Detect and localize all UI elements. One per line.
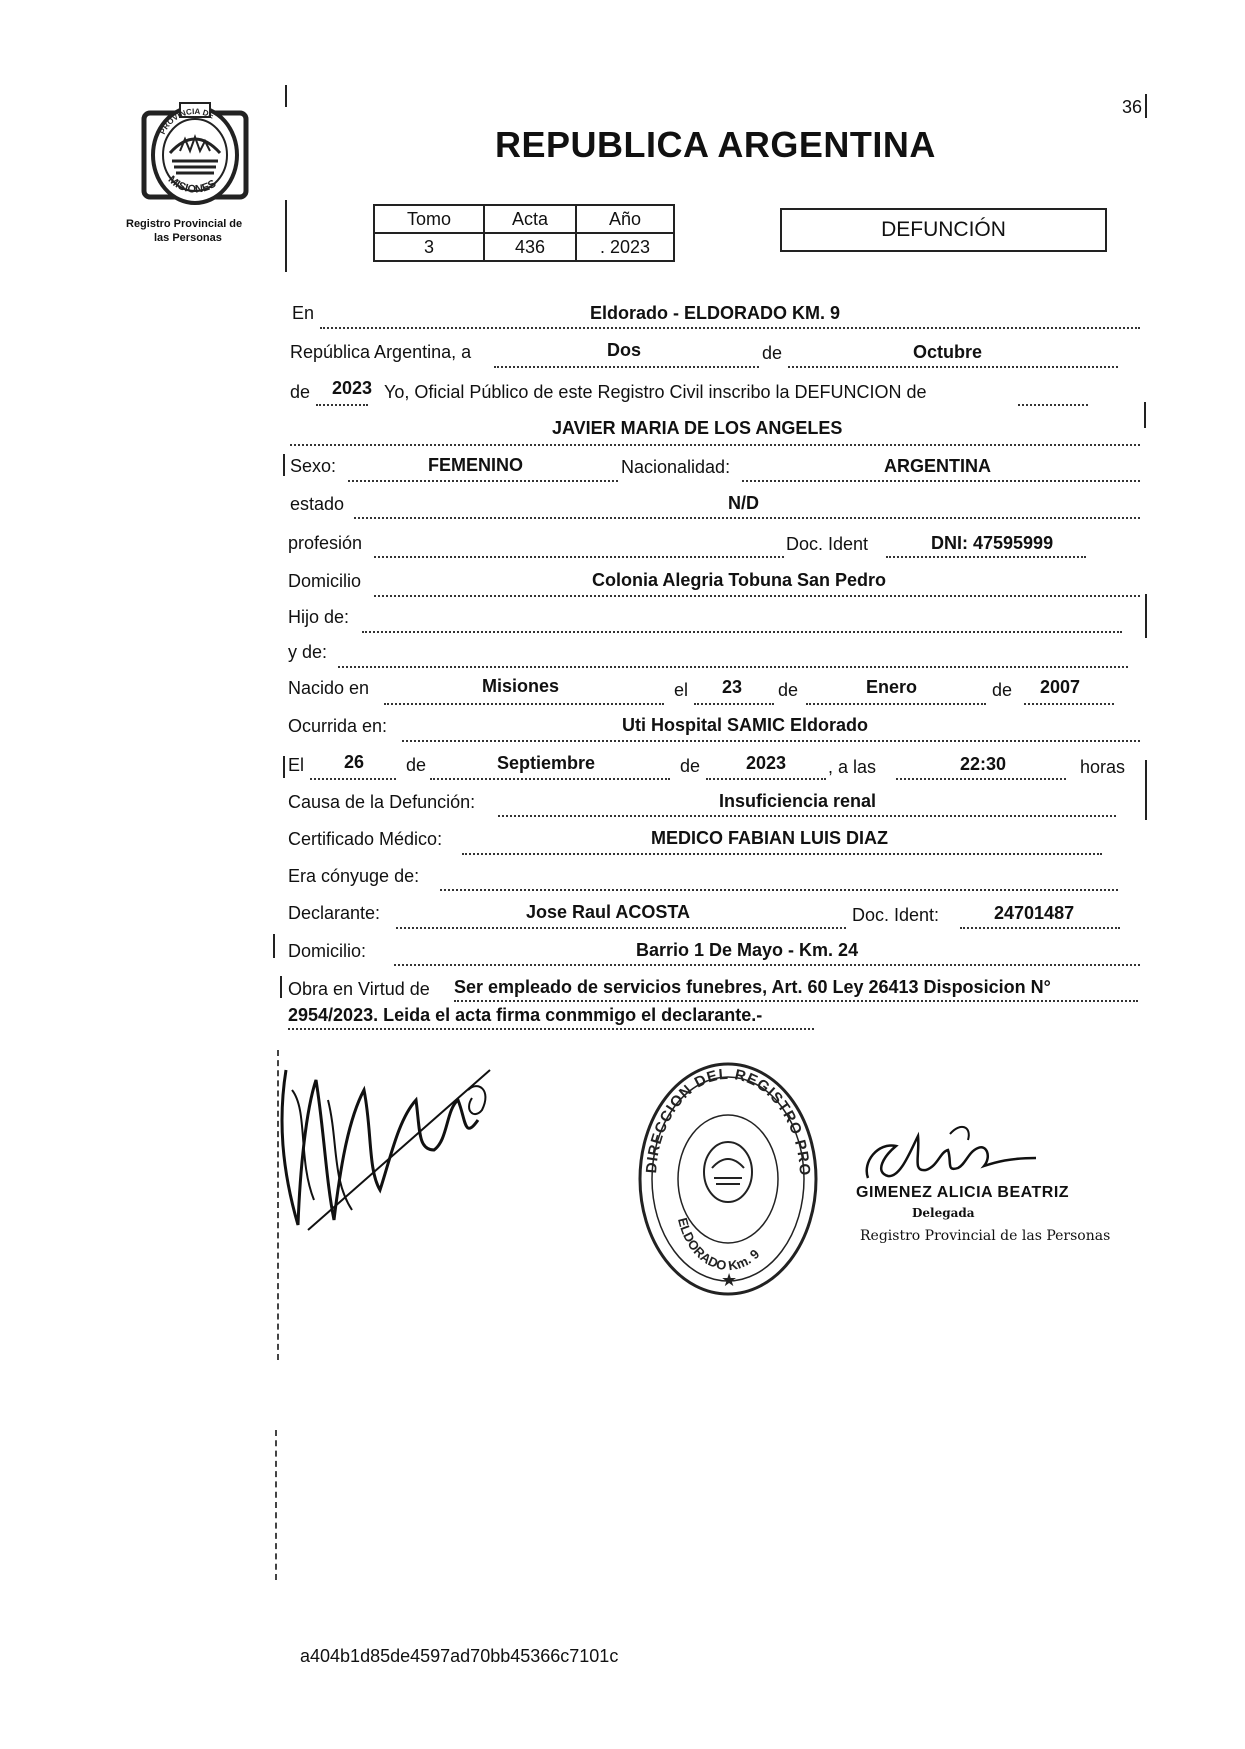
el-label: el — [674, 680, 689, 700]
fill-line — [498, 815, 1116, 817]
doc-ident2-label: Doc. Ident: — [852, 905, 940, 925]
crest-text-bottom: MISIONES — [165, 173, 219, 196]
margin-mark — [273, 934, 275, 958]
death-year: 2023 — [746, 753, 787, 773]
fill-line — [462, 853, 1102, 855]
fill-line — [288, 1028, 814, 1030]
domicilio-value: Colonia Alegria Tobuna San Pedro — [592, 570, 887, 590]
table-value-ano: . 2023 — [576, 233, 674, 261]
margin-mark — [280, 976, 282, 998]
declarant-id: 24701487 — [994, 903, 1075, 923]
registration-month: Octubre — [913, 342, 983, 362]
fill-line — [394, 964, 1140, 966]
fill-line — [806, 703, 986, 705]
stamp-inner-text: ELDORADO Km. 9 — [674, 1216, 763, 1274]
margin-mark — [283, 454, 285, 476]
table-header-ano: Año — [576, 205, 674, 233]
fill-line — [320, 327, 1140, 329]
de-label: de — [406, 755, 427, 775]
declarant-address: Barrio 1 De Mayo - Km. 24 — [636, 940, 859, 960]
fill-line — [374, 595, 1140, 597]
place-value: Eldorado - ELDORADO KM. 9 — [590, 303, 841, 323]
official-stamp — [636, 1060, 820, 1298]
republica-label: República Argentina, a — [290, 342, 472, 362]
estado-label: estado — [290, 494, 345, 514]
domicilio-label: Domicilio — [288, 571, 362, 591]
declarant-name: Jose Raul ACOSTA — [526, 902, 691, 922]
sexo-label: Sexo: — [290, 456, 337, 476]
signatory-role: Delegada — [912, 1206, 975, 1220]
registry-name-line2: las Personas — [154, 232, 222, 244]
obra-value-line2: 2954/2023. Leida el acta firma conmmigo el declarante.- — [288, 1005, 763, 1025]
fill-line — [402, 740, 1140, 742]
table-header-tomo: Tomo — [374, 205, 484, 233]
stamp-outer-text: DIRECCION DEL REGISTRO PRO — [643, 1065, 814, 1177]
fill-line — [440, 889, 1118, 891]
sexo-value: FEMENINO — [428, 455, 524, 475]
death-month: Septiembre — [497, 753, 596, 773]
death-day: 26 — [344, 752, 365, 772]
medical-certifier: MEDICO FABIAN LUIS DIAZ — [651, 828, 888, 848]
birth-day: 23 — [722, 677, 743, 697]
svg-text:ELDORADO Km. 9 — [675, 1216, 762, 1273]
death-time: 22:30 — [960, 754, 1007, 774]
fill-line — [1018, 404, 1088, 406]
registration-day: Dos — [607, 340, 642, 360]
registration-year: 2023 — [332, 378, 373, 398]
birth-place: Misiones — [482, 676, 560, 696]
fill-line — [374, 556, 784, 558]
fill-line — [316, 404, 368, 406]
causa-label: Causa de la Defunción: — [288, 792, 476, 812]
fill-line — [396, 927, 846, 929]
cause-of-death: Insuficiencia renal — [719, 791, 877, 811]
el-label: El — [288, 755, 305, 775]
ocurrida-label: Ocurrida en: — [288, 716, 388, 736]
signatory-name: GIMENEZ ALICIA BEATRIZ — [856, 1184, 1070, 1201]
margin-mark — [283, 756, 285, 778]
provincial-crest-logo — [140, 95, 250, 210]
doc-ident-label: Doc. Ident — [786, 534, 869, 554]
fill-line — [362, 631, 1122, 633]
nacionalidad-label: Nacionalidad: — [621, 457, 731, 477]
a-las-label: , a las — [828, 757, 877, 777]
fill-line — [454, 1000, 1138, 1002]
fill-line — [742, 480, 1140, 482]
crest-text-top: PROVINCIA DE — [157, 106, 216, 136]
official-signature — [860, 1112, 1050, 1192]
margin-mark — [285, 200, 287, 272]
de-label: de — [762, 343, 783, 363]
page-title: REPUBLICA ARGENTINA — [495, 124, 936, 165]
birth-year: 2007 — [1040, 677, 1081, 697]
obra-label: Obra en Virtud de — [288, 979, 430, 999]
certificado-label: Certificado Médico: — [288, 829, 443, 849]
margin-mark — [285, 85, 287, 107]
margin-mark — [1145, 594, 1147, 638]
year-prefix-label: de — [290, 382, 311, 402]
horas-label: horas — [1080, 757, 1126, 777]
signatory-office: Registro Provincial de las Personas — [860, 1228, 1111, 1244]
estado-value: N/D — [728, 493, 759, 513]
nacionalidad-value: ARGENTINA — [884, 456, 991, 476]
nacido-label: Nacido en — [288, 678, 370, 698]
fill-line — [354, 517, 1140, 519]
declarante-label: Declarante: — [288, 903, 381, 923]
place-of-death: Uti Hospital SAMIC Eldorado — [622, 715, 869, 735]
fill-line — [788, 366, 1118, 368]
de-label: de — [992, 680, 1013, 700]
record-type-box: DEFUNCIÓN — [780, 208, 1107, 252]
y-de-label: y de: — [288, 642, 328, 662]
fill-line — [290, 444, 1140, 446]
margin-mark — [1145, 760, 1147, 820]
fill-line — [494, 366, 759, 368]
margin-mark — [275, 1430, 277, 1580]
fill-line — [886, 556, 1086, 558]
document-hash: a404b1d85de4597ad70bb45366c7101c — [300, 1646, 619, 1666]
deceased-name: JAVIER MARIA DE LOS ANGELES — [552, 418, 843, 438]
conyuge-label: Era cónyuge de: — [288, 866, 420, 886]
en-label: En — [292, 303, 315, 323]
fill-line — [384, 703, 664, 705]
star-icon: ★ — [721, 1270, 738, 1291]
registry-name-line1: Registro Provincial de — [126, 218, 243, 230]
fill-line — [348, 480, 618, 482]
profesion-label: profesión — [288, 533, 363, 553]
fill-line — [896, 778, 1066, 780]
declarant-signature — [268, 1050, 498, 1240]
table-header-acta: Acta — [484, 205, 576, 233]
fill-line — [338, 666, 1128, 668]
doc-ident-value: DNI: 47595999 — [931, 533, 1054, 553]
margin-mark — [1144, 402, 1146, 428]
de-label: de — [778, 680, 799, 700]
table-value-tomo: 3 — [374, 233, 484, 261]
hijo-de-label: Hijo de: — [288, 607, 350, 627]
fill-line — [1024, 703, 1114, 705]
birth-month: Enero — [866, 677, 918, 697]
obra-value-line1: Ser empleado de servicios funebres, Art. 60 Ley 26413 Disposicion N° — [454, 977, 1051, 997]
fill-line — [430, 778, 670, 780]
margin-mark — [1145, 94, 1147, 118]
fill-line — [694, 703, 774, 705]
table-value-acta: 436 — [484, 233, 576, 261]
domicilio2-label: Domicilio: — [288, 941, 367, 961]
page-number: 36 — [1122, 97, 1143, 117]
fill-line — [310, 778, 396, 780]
fill-line — [960, 927, 1120, 929]
fill-line — [706, 778, 826, 780]
de-label: de — [680, 756, 701, 776]
record-table — [373, 204, 675, 262]
statement-text: Yo, Oficial Público de este Registro Civil inscribo la DEFUNCION de — [384, 382, 927, 402]
